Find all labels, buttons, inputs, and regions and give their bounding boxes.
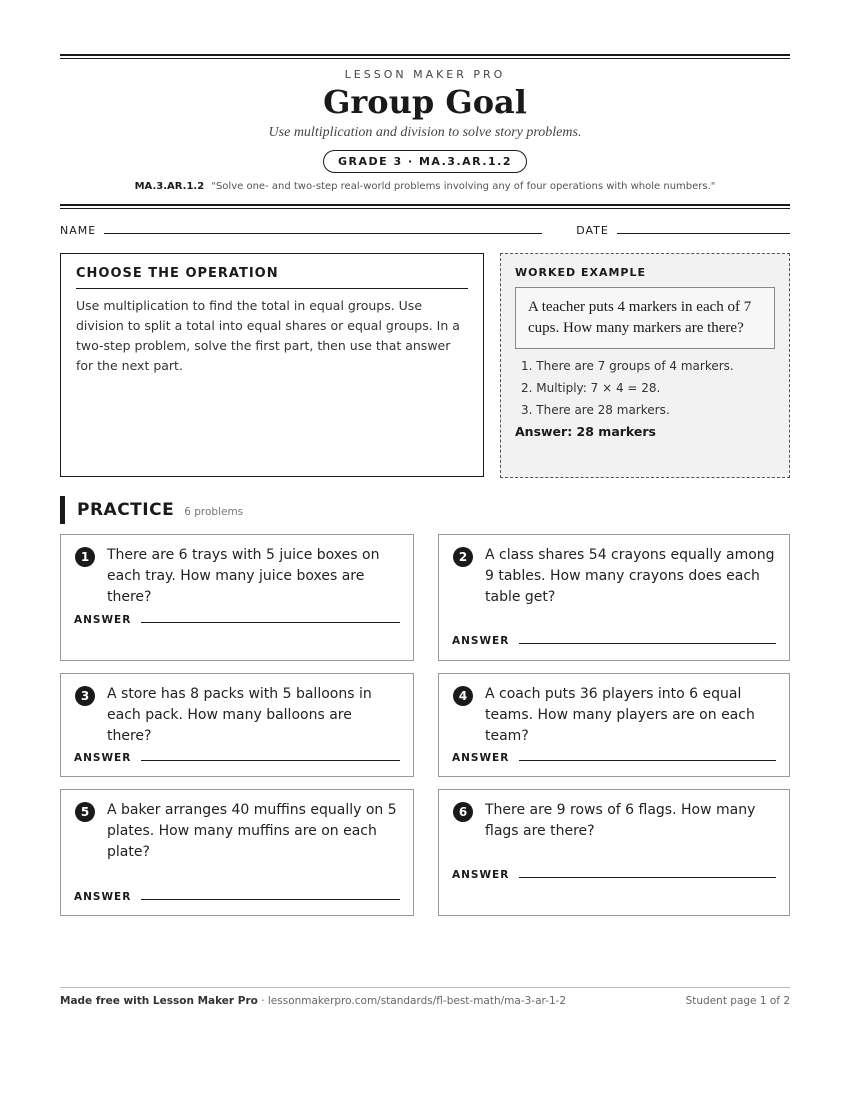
problem-card bbox=[438, 789, 790, 916]
problem-text: A store has 8 packs with 5 balloons in each pack. How many balloons are there? bbox=[107, 686, 372, 744]
worked-example-step: 3. There are 28 markers. bbox=[521, 403, 670, 417]
worked-example-step: 2. Multiply: 7 × 4 = 28. bbox=[521, 381, 661, 395]
problem-card bbox=[438, 673, 790, 777]
intro-section bbox=[60, 253, 790, 478]
problem-number: 1 bbox=[75, 547, 95, 567]
answer-row bbox=[452, 869, 776, 881]
answer-label: ANSWER bbox=[74, 891, 132, 903]
problem-number: 3 bbox=[75, 686, 95, 706]
footer-made-by: Made free with Lesson Maker Pro bbox=[60, 995, 258, 1007]
answer-label: ANSWER bbox=[74, 614, 132, 626]
problem-text: There are 6 trays with 5 juice boxes on each tray. How many juice boxes are there? bbox=[107, 547, 380, 605]
problem-card bbox=[60, 534, 414, 661]
answer-field[interactable] bbox=[141, 899, 400, 900]
problem-text: A coach puts 36 players into 6 equal teams. How many players are on each team? bbox=[485, 686, 755, 744]
footer bbox=[60, 987, 790, 1007]
worked-example-step: 1. There are 7 groups of 4 markers. bbox=[521, 359, 734, 373]
worked-example-problem: A teacher puts 4 markers in each of 7 cups. How many markers are there? bbox=[515, 287, 775, 349]
operation-heading: CHOOSE THE OPERATION bbox=[76, 266, 468, 289]
answer-field[interactable] bbox=[519, 643, 776, 644]
operation-body: Use multiplication to find the total in equal groups. Use division to split a total into equal shares or equal groups. In a two-step problem, solve the first part, then use that answer for the next part. bbox=[76, 298, 460, 373]
problem-number: 4 bbox=[453, 686, 473, 706]
answer-field[interactable] bbox=[519, 877, 776, 878]
footer-url[interactable]: · lessonmakerpro.com/standards/fl-best-math/ma-3-ar-1-2 bbox=[257, 995, 567, 1007]
name-date-row bbox=[60, 224, 790, 237]
header bbox=[60, 56, 790, 192]
answer-row bbox=[74, 752, 400, 764]
worked-example-heading: WORKED EXAMPLE bbox=[515, 266, 646, 279]
worked-example-answer: Answer: 28 markers bbox=[515, 424, 656, 439]
worked-example-steps bbox=[515, 355, 775, 421]
problem-text: There are 9 rows of 6 flags. How many flags are there? bbox=[485, 802, 756, 839]
standard-text: "Solve one- and two-step real-world problems involving any of four operations with whole numbers." bbox=[211, 181, 716, 192]
standard-line bbox=[60, 181, 790, 192]
footer-page-number: Student page 1 of 2 bbox=[685, 995, 790, 1007]
practice-title: PRACTICE bbox=[77, 500, 175, 520]
worked-example-box bbox=[500, 253, 790, 478]
answer-label: ANSWER bbox=[74, 752, 132, 764]
standard-code: MA.3.AR.1.2 bbox=[134, 181, 205, 192]
answer-label: ANSWER bbox=[452, 635, 510, 647]
problem-text: A baker arranges 40 muffins equally on 5 plates. How many muffins are on each plate? bbox=[107, 802, 397, 860]
date-label: DATE bbox=[576, 224, 609, 237]
top-rule bbox=[60, 54, 790, 56]
answer-row bbox=[452, 635, 776, 647]
header-bottom-rule bbox=[60, 204, 790, 206]
answer-field[interactable] bbox=[141, 622, 400, 623]
practice-header bbox=[60, 496, 790, 524]
problem-number: 5 bbox=[75, 802, 95, 822]
answer-row bbox=[452, 752, 776, 764]
name-label: NAME bbox=[60, 224, 97, 237]
problem-text: A class shares 54 crayons equally among 9 tables. How many crayons does each table get? bbox=[485, 547, 775, 605]
problem-card bbox=[438, 534, 790, 661]
answer-label: ANSWER bbox=[452, 869, 510, 881]
name-field[interactable] bbox=[104, 233, 542, 234]
footer-left bbox=[60, 995, 566, 1007]
page-title: Group Goal bbox=[323, 83, 527, 121]
worksheet-page bbox=[60, 54, 790, 919]
answer-row bbox=[74, 614, 400, 626]
brand-name: LESSON MAKER PRO bbox=[344, 68, 506, 81]
problem-card bbox=[60, 789, 414, 916]
answer-label: ANSWER bbox=[452, 752, 510, 764]
operation-box bbox=[60, 253, 484, 477]
answer-field[interactable] bbox=[519, 760, 776, 761]
practice-count: 6 problems bbox=[184, 506, 244, 518]
answer-field[interactable] bbox=[141, 760, 400, 761]
page-subtitle: Use multiplication and division to solve story problems. bbox=[268, 125, 582, 140]
date-field[interactable] bbox=[617, 233, 790, 234]
grade-badge: GRADE 3 · MA.3.AR.1.2 bbox=[323, 150, 527, 173]
problem-number: 2 bbox=[453, 547, 473, 567]
problem-card bbox=[60, 673, 414, 777]
problem-number: 6 bbox=[453, 802, 473, 822]
answer-row bbox=[74, 891, 400, 903]
problem-grid bbox=[60, 534, 790, 919]
